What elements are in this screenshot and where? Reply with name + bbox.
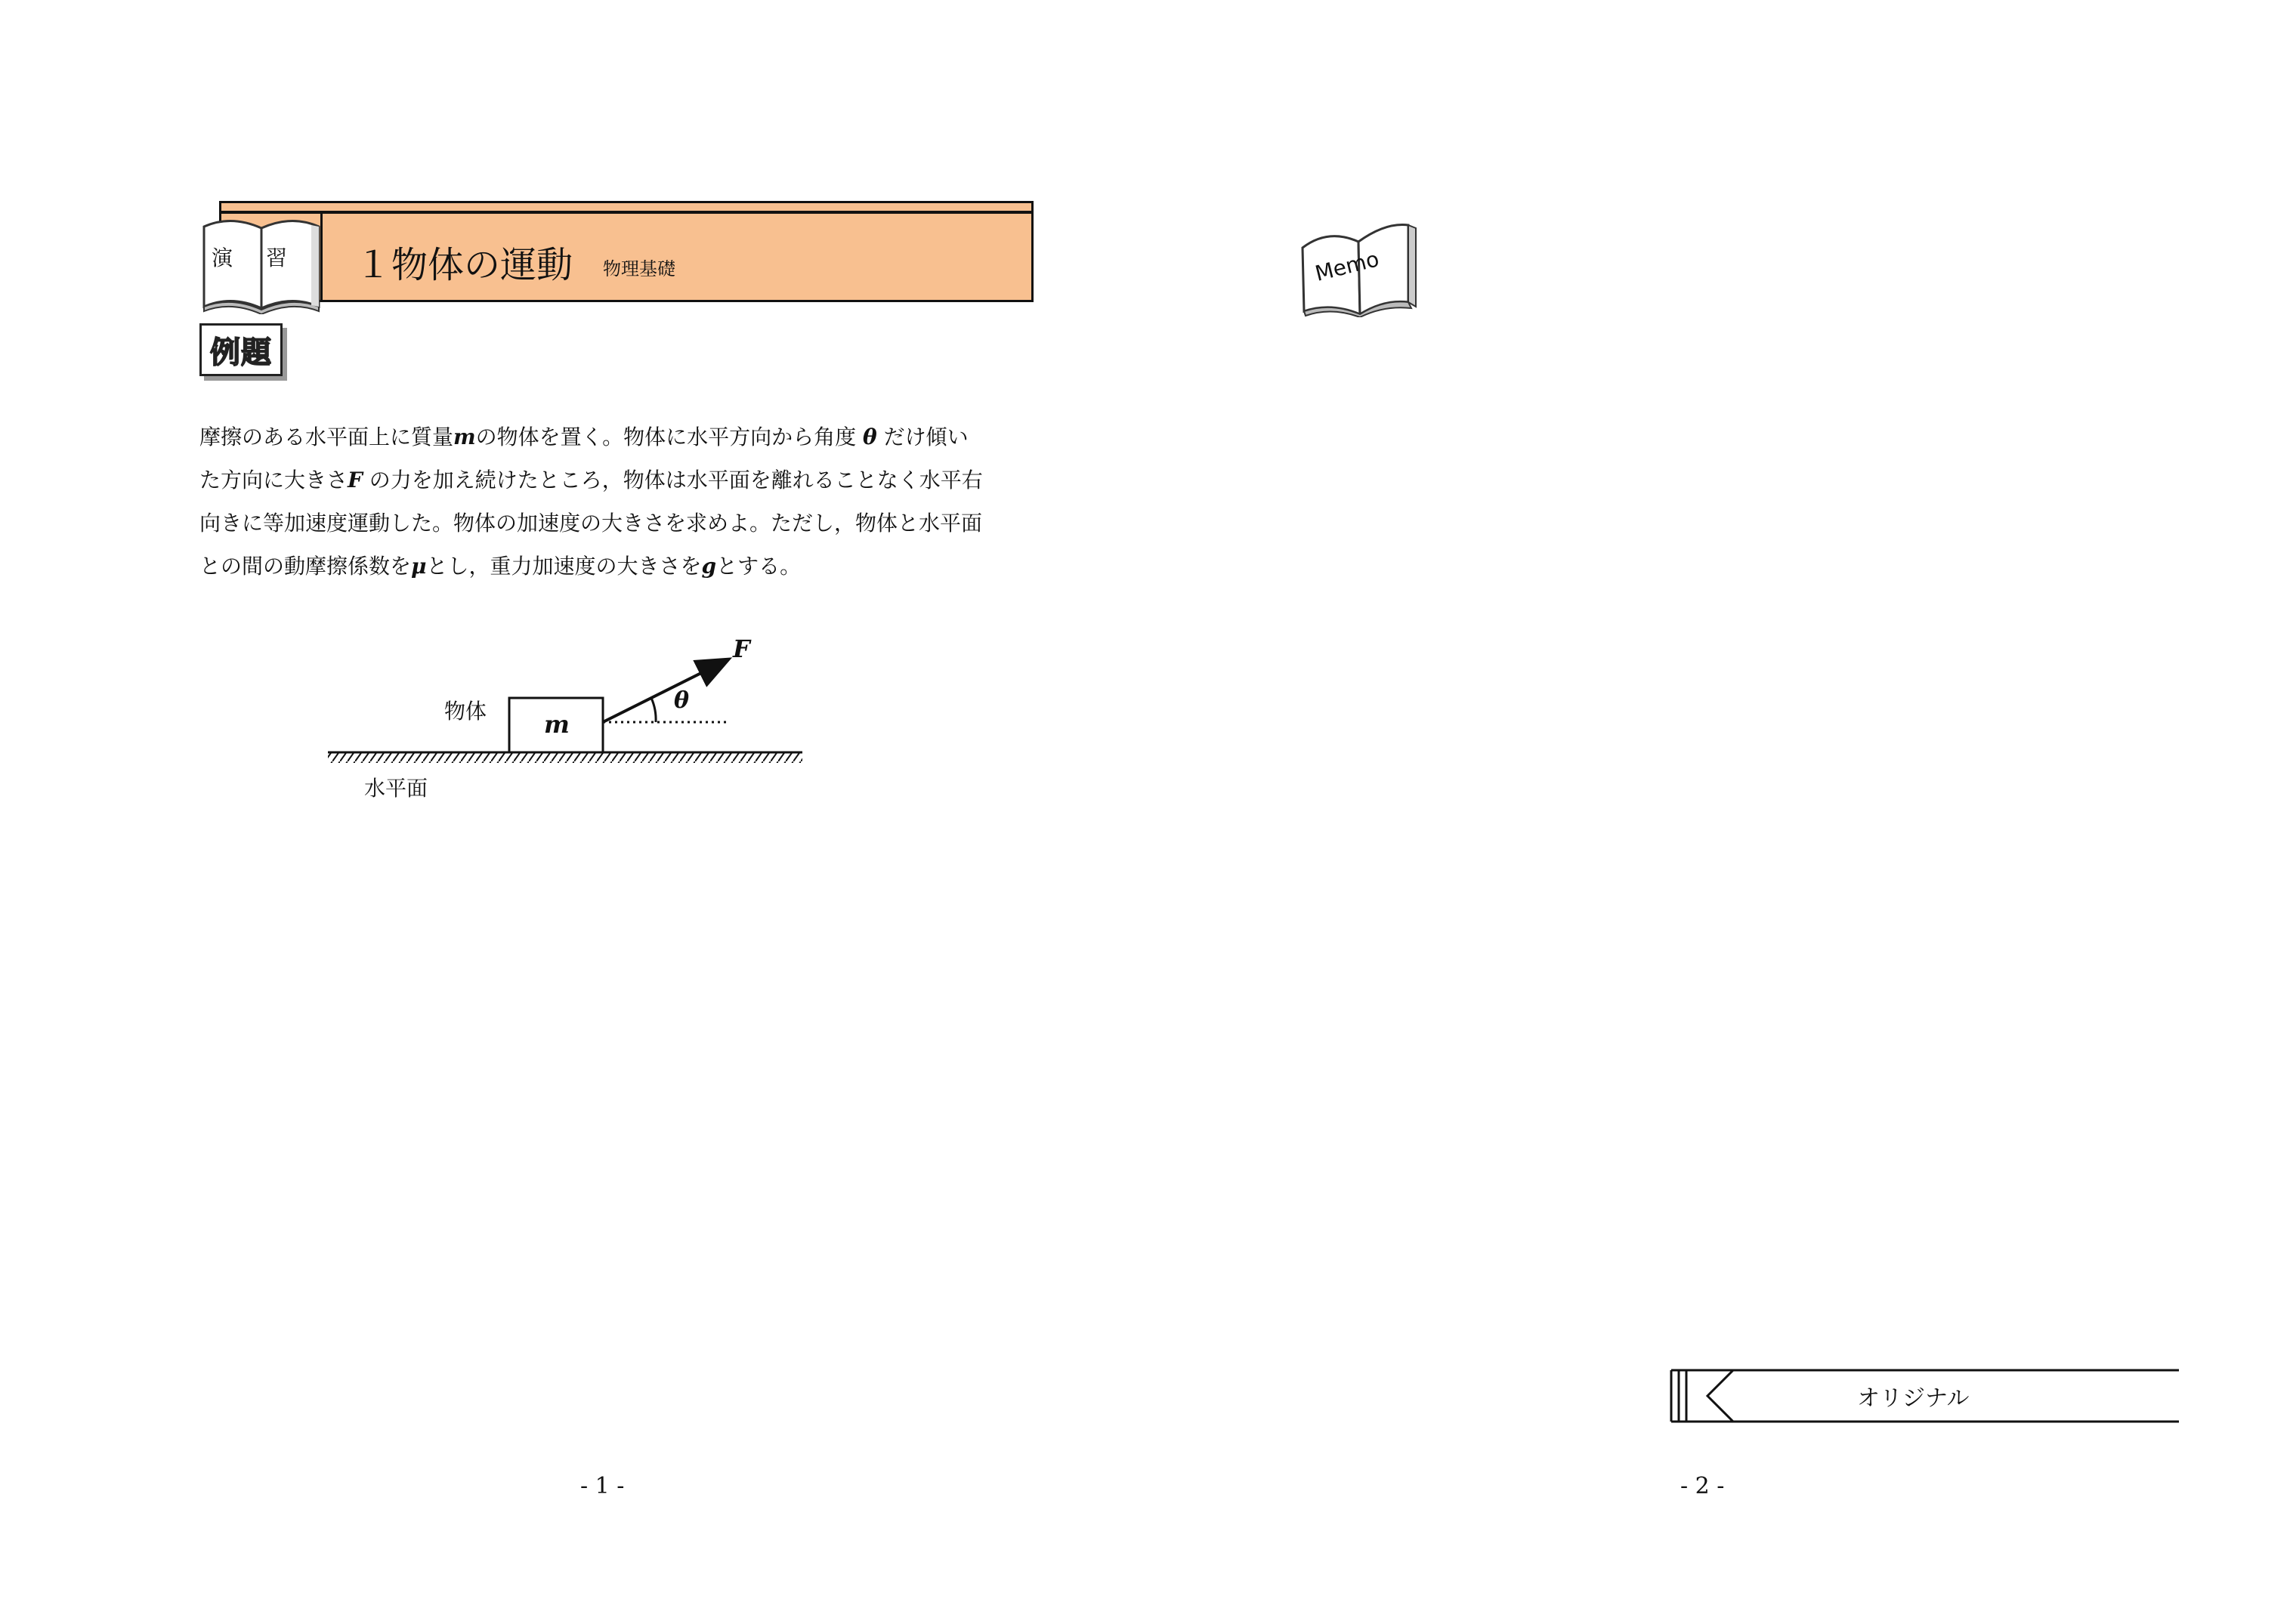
page-number-2: - 2 -: [1680, 1473, 1725, 1499]
angle-arc: [651, 698, 656, 722]
problem-text-segment: とする。: [716, 554, 802, 579]
book-label-shu: 習: [266, 245, 288, 270]
example-badge: [199, 323, 283, 376]
memo-label: Memo: [1312, 246, 1382, 286]
force-label: F: [733, 634, 750, 663]
mass-label: m: [544, 710, 570, 739]
problem-line-3: [199, 502, 1023, 545]
book-label-en: 演: [212, 245, 233, 270]
original-label: オリジナル: [1857, 1385, 1970, 1412]
problem-text-segment: た方向に大きさ: [199, 468, 348, 492]
problem-line-4: [199, 545, 1023, 588]
problem-line-2: [199, 458, 1023, 502]
variable-F: F: [348, 468, 363, 492]
page-number-1: - 1 -: [580, 1473, 625, 1499]
problem-text-segment: だけ傾い: [883, 425, 969, 449]
example-label: 例題: [210, 335, 272, 370]
problem-text-segment: 摩擦のある水平面上に質量: [199, 425, 454, 449]
problem-text-segment: とし，重力加速度の大きさを: [426, 554, 702, 579]
section-header-banner: [219, 201, 1034, 302]
problem-text-segment: の物体を置く。物体に水平方向から角度: [475, 425, 857, 449]
section-subtitle: 物理基礎: [603, 258, 675, 279]
variable-mu: μ: [411, 554, 427, 579]
left-page: [0, 0, 1146, 1624]
physics-diagram: [317, 634, 816, 811]
variable-g: g: [701, 554, 717, 579]
memo-book: [1298, 218, 1419, 320]
force-arrow: [603, 660, 727, 722]
problem-text-segment: の力を加え続けたところ，物体は水平面を離れることなく水平右: [362, 468, 983, 492]
object-label: 物体: [444, 699, 487, 724]
variable-theta: θ: [863, 425, 877, 449]
angle-label: θ: [674, 687, 690, 714]
problem-text-segment: との間の動摩擦係数を: [199, 554, 412, 579]
problem-text-segment: 向きに等加速度運動した。物体の加速度の大きさを求めよ。ただし，物体と水平面: [199, 511, 983, 536]
problem-line-1: [199, 415, 1023, 458]
ground-hatching: [328, 752, 802, 763]
section-title: １物体の運動: [355, 244, 573, 286]
problem-text: [199, 415, 1023, 588]
surface-label: 水平面: [364, 776, 428, 801]
variable-m: m: [453, 425, 476, 449]
